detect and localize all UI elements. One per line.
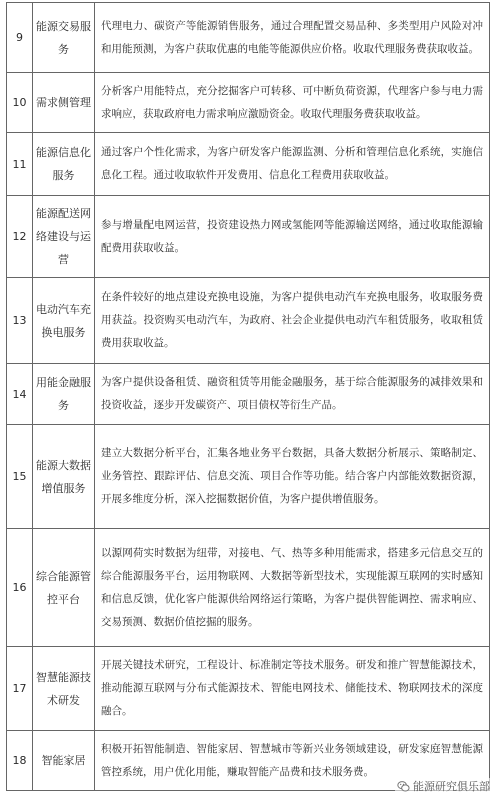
- row-number: 18: [7, 731, 33, 791]
- table-row: [7, 529, 490, 647]
- service-name: 用能金融服务: [33, 364, 95, 425]
- row-number: 9: [7, 3, 33, 73]
- service-name: 能源大数据增值服务: [33, 425, 95, 529]
- table-row: [7, 278, 490, 364]
- service-description: 通过客户个性化需求，为客户研发客户能源监测、分析和管理信息化系统，实施信息化工程。通过收取软件开发费用、信息化工程费用获取收益。: [95, 133, 490, 196]
- service-name: 能源信息化服务: [33, 133, 95, 196]
- watermark: [395, 778, 492, 794]
- table-row: [7, 196, 490, 278]
- table-row: [7, 647, 490, 731]
- row-number: 11: [7, 133, 33, 196]
- row-number: 10: [7, 73, 33, 133]
- service-table: [6, 2, 490, 791]
- service-name: 智慧能源技术研发: [33, 647, 95, 731]
- wechat-icon: [397, 780, 410, 793]
- service-description: 为客户提供设备租赁、融资租赁等用能金融服务，基于综合能源服务的减排效果和投资收益，逐步开发碳资产、项目债权等衍生产品。: [95, 364, 490, 425]
- table-row: [7, 425, 490, 529]
- table-row: [7, 3, 490, 73]
- service-name: 能源交易服务: [33, 3, 95, 73]
- table-row: [7, 133, 490, 196]
- row-number: 14: [7, 364, 33, 425]
- service-description: 在条件较好的地点建设充换电设施，为客户提供电动汽车充换电服务，收取服务费用获益。投资购买电动汽车，为政府、社会企业提供电动汽车租赁服务，收取租赁费用获取收益。: [95, 278, 490, 364]
- watermark-text: 能源研究俱乐部: [413, 780, 490, 793]
- row-number: 15: [7, 425, 33, 529]
- service-description: 开展关键技术研究，工程设计、标准制定等技术服务。研发和推广智慧能源技术，推动能源互联网与分布式能源技术、智能电网技术、储能技术、物联网技术的深度融合。: [95, 647, 490, 731]
- service-description: 以源网荷实时数据为纽带，对接电、气、热等多种用能需求，搭建多元信息交互的综合能源服务平台，运用物联网、大数据等新型技术，实现能源互联网的实时感知和信息反馈，优化客户能源供给网络运行策略，为客户提供智能调控、需求响应、交易预测、数据价值挖掘的服务。: [95, 529, 490, 647]
- table-row: [7, 73, 490, 133]
- service-name: 综合能源管控平台: [33, 529, 95, 647]
- service-description: 代理电力、碳资产等能源销售服务，通过合理配置交易品种、多类型用户风险对冲和用能预测，为客户获取优惠的电能等能源供应价格。收取代理服务费获取收益。: [95, 3, 490, 73]
- service-description: 分析客户用能特点，充分挖掘客户可转移、可中断负荷资源，代理客户参与电力需求响应，获取政府电力需求响应激励资金。收取代理服务费获取收益。: [95, 73, 490, 133]
- service-description: 积极开拓智能制造、智能家居、智慧城市等新兴业务领域建设，研发家庭智慧能源管控系统，用户优化用能，赚取智能产品费和技术服务费。: [95, 731, 490, 791]
- service-name: 能源配送网络建设与运营: [33, 196, 95, 278]
- table-row: [7, 364, 490, 425]
- row-number: 16: [7, 529, 33, 647]
- service-name: 智能家居: [33, 731, 95, 791]
- service-description: 建立大数据分析平台，汇集各地业务平台数据，具备大数据分析展示、策略制定、业务管控、跟踪评估、信息交流、项目合作等功能。结合客户内部能效数据资源，开展多维度分析，深入挖掘数据价值，为客户提供增值服务。: [95, 425, 490, 529]
- service-name: 需求侧管理: [33, 73, 95, 133]
- row-number: 12: [7, 196, 33, 278]
- service-name: 电动汽车充换电服务: [33, 278, 95, 364]
- row-number: 13: [7, 278, 33, 364]
- service-description: 参与增量配电网运营，投资建设热力网或氢能网等能源输送网络，通过收取能源输配费用获取收益。: [95, 196, 490, 278]
- row-number: 17: [7, 647, 33, 731]
